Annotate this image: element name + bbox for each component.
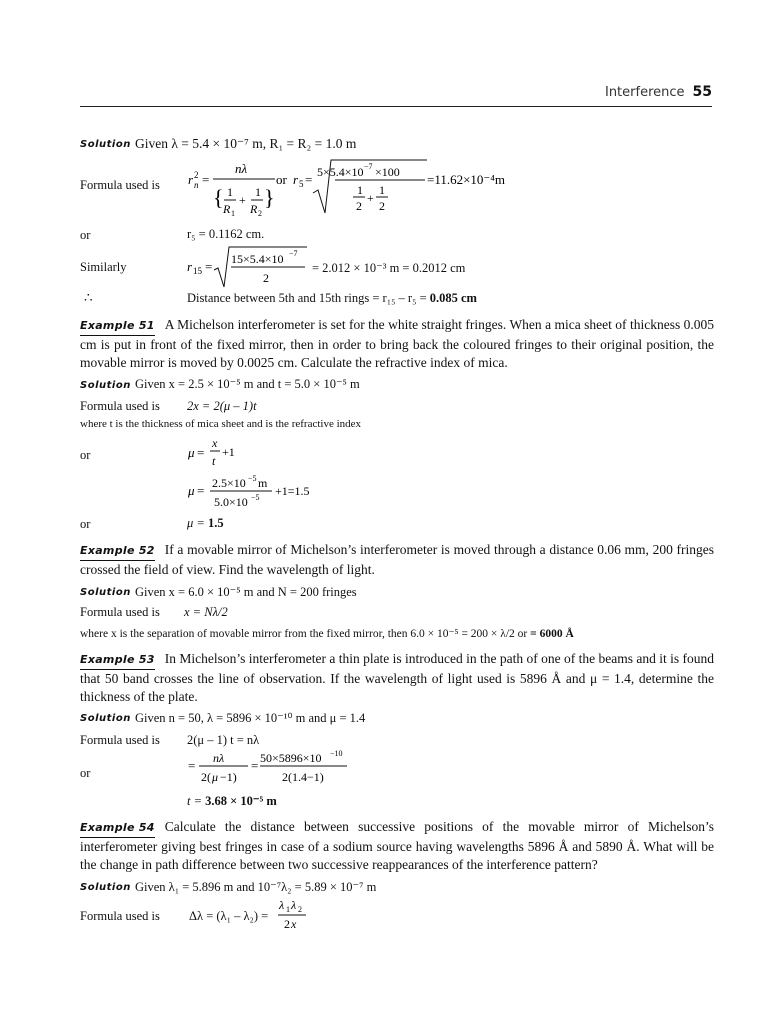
svg-text:+1: +1 <box>222 445 235 459</box>
distance-result: Distance between 5th and 15th rings = r₁₅ – r₅ = 0.085 cm <box>187 291 477 305</box>
r5-value: r₅ = 0.1162 cm. <box>187 227 265 241</box>
svg-text:=: = <box>197 483 205 498</box>
svg-text:=: = <box>251 758 259 773</box>
distance-answer: 0.085 cm <box>429 291 477 305</box>
r15-result: = 2.012 × 10⁻³ m = 0.2012 cm <box>312 261 466 275</box>
solution-label: Solution <box>80 139 131 150</box>
example53-given: Given n = 50, λ = 5896 × 10⁻¹⁰ m and μ = 1.4 <box>135 711 366 725</box>
svg-text:1: 1 <box>357 183 363 197</box>
formula-used-label: Formula used is <box>80 178 160 192</box>
svg-text:+: + <box>367 191 374 205</box>
example52-where: where x is the separation of movable mirror from the fixed mirror, then 6.0 × 10⁻⁵ = 200 × λ/2 or = 6000 Å <box>80 628 574 640</box>
svg-text:+1=1.5: +1=1.5 <box>275 484 310 498</box>
page-number: 55 <box>692 84 712 100</box>
svg-text:=: = <box>205 259 213 274</box>
svg-text:2(1.4−1): 2(1.4−1) <box>282 770 324 784</box>
example53-formula: 2(μ – 1) t = nλ <box>187 733 260 747</box>
solution-label-51: Solution <box>80 380 131 391</box>
svg-text:=: = <box>188 758 196 773</box>
equation-mu <box>183 433 263 471</box>
r5-result: =11.62×10⁻⁴m <box>427 172 505 187</box>
svg-text:−10: −10 <box>330 749 343 758</box>
example53-answer: 3.68 × 10⁻⁵ m <box>205 794 277 808</box>
svg-text:2: 2 <box>258 209 262 218</box>
formula-used-label-51: Formula used is <box>80 399 160 413</box>
svg-text:+: + <box>239 193 246 207</box>
svg-text:λ: λ <box>291 898 297 912</box>
svg-text:r: r <box>293 172 299 187</box>
or-label-4: or <box>80 766 91 780</box>
svg-text:1: 1 <box>379 183 385 197</box>
svg-text:2: 2 <box>284 917 290 931</box>
formula-used-label-53: Formula used is <box>80 733 160 747</box>
svg-text:5×5.4×10: 5×5.4×10 <box>317 165 364 179</box>
svg-text:2(: 2( <box>201 770 211 784</box>
example53-final: t = 3.68 × 10⁻⁵ m <box>187 794 277 808</box>
svg-text:1: 1 <box>286 905 290 914</box>
example54-formula-lhs: Δλ = (λ₁ – λ₂) = <box>189 909 269 923</box>
svg-text:r: r <box>188 172 194 187</box>
header-rule <box>80 106 712 107</box>
svg-text:λ: λ <box>279 898 285 912</box>
svg-text:2: 2 <box>379 199 385 213</box>
svg-text:2.5×10: 2.5×10 <box>212 476 246 490</box>
svg-text:μ: μ <box>212 770 219 784</box>
svg-text:nλ: nλ <box>235 161 248 176</box>
svg-text:−7: −7 <box>364 162 373 171</box>
solution-label-52: Solution <box>80 587 131 598</box>
svg-text:−1): −1) <box>220 770 237 784</box>
formula-used-label-52: Formula used is <box>80 605 160 619</box>
formula-used-label-54: Formula used is <box>80 909 160 923</box>
or-label-2: or <box>80 448 91 462</box>
svg-text:μ: μ <box>188 483 195 498</box>
svg-text:50×5896×10: 50×5896×10 <box>260 751 322 765</box>
equation-r15 <box>183 245 313 289</box>
svg-text:1: 1 <box>255 185 261 199</box>
svg-text:}: } <box>264 185 275 210</box>
svg-text:2: 2 <box>194 170 199 180</box>
example51-formula: 2x = 2(μ – 1)t <box>187 399 257 413</box>
example54-statement: Example 54 Calculate the distance between successive positions of the movable mirror of Michelson’s interferometer giving best fringes in case of a sodium source having wavelengths 5896 Å and 5890 Å. What will be the change in path difference between two successive reappearances of the interference pattern? <box>80 819 714 872</box>
svg-text:15: 15 <box>193 266 202 276</box>
example51-given: Given x = 2.5 × 10⁻⁵ m and t = 5.0 × 10⁻⁵ m <box>135 377 360 391</box>
svg-text:2: 2 <box>298 905 302 914</box>
svg-text:=: = <box>305 172 313 187</box>
similarly-label: Similarly <box>80 260 127 274</box>
svg-text:t: t <box>212 454 216 468</box>
svg-text:5: 5 <box>299 179 304 189</box>
svg-text:−7: −7 <box>289 249 298 258</box>
svg-text:r: r <box>187 259 193 274</box>
example53-label: Example 53 <box>80 651 155 670</box>
equation-r5 <box>183 158 543 226</box>
example52-answer: = 6000 Å <box>530 628 574 640</box>
svg-text:5.0×10: 5.0×10 <box>214 495 248 509</box>
svg-text:1: 1 <box>227 185 233 199</box>
example52-label: Example 52 <box>80 542 155 561</box>
svg-text:1: 1 <box>231 209 235 218</box>
example51-where: where t is the thickness of mica sheet and is the refractive index <box>80 418 362 430</box>
example53-statement: Example 53 In Michelson’s interferometer a thin plate is introduced in the path of one of the beams and it is found that 50 band crosses the line of observation. If the wavelength of light used is 5896 Å and μ = 1.4, determine the thickness of the plate. <box>80 651 714 704</box>
example54-given: Given λ₁ = 5.896 m and 10⁻⁷λ₂ = 5.89 × 10⁻⁷ m <box>135 880 377 894</box>
svg-text:−5: −5 <box>248 475 257 483</box>
solution1-given: Given λ = 5.4 × 10⁻⁷ m, R₁ = R₂ = 1.0 m <box>135 136 357 151</box>
svg-text:2: 2 <box>356 199 362 213</box>
svg-text:R: R <box>250 202 258 216</box>
running-header <box>605 84 712 100</box>
svg-text:or: or <box>276 172 287 187</box>
therefore-symbol: ∴ <box>84 290 93 305</box>
example51-final: μ = 1.5 <box>187 516 224 530</box>
or-label-3: or <box>80 517 91 531</box>
equation-mu-calc <box>183 475 343 511</box>
example54-label: Example 54 <box>80 819 155 838</box>
equation-t <box>183 748 363 788</box>
svg-text:×100: ×100 <box>375 165 400 179</box>
svg-text:2: 2 <box>263 271 269 285</box>
svg-text:=: = <box>202 172 210 187</box>
example52-formula: x = Nλ/2 <box>184 605 228 619</box>
solution-label-53: Solution <box>80 713 131 724</box>
example51-answer: 1.5 <box>207 516 224 530</box>
svg-text:−5: −5 <box>251 493 260 502</box>
svg-text:nλ: nλ <box>213 751 225 765</box>
example52-given: Given x = 6.0 × 10⁻⁵ m and N = 200 fringes <box>135 585 357 599</box>
svg-text:m: m <box>258 476 268 490</box>
or-label-1: or <box>80 228 91 242</box>
solution-label-54: Solution <box>80 882 131 893</box>
example51-statement: Example 51 A Michelson interferometer is set for the white straight fringes. When a mica sheet of thickness 0.005 cm is put in front of the fixed mirror, then in order to bring back the coloured fringes to their original position, the movable mirror is moved by 0.0025 cm. Calculate the refractive index of mica. <box>80 317 714 370</box>
svg-text:=: = <box>197 445 205 460</box>
svg-text:R: R <box>223 202 231 216</box>
svg-text:{: { <box>213 185 224 210</box>
example52-statement: Example 52 If a movable mirror of Michelson’s interferometer is moved through a distance 0.06 mm, 200 fringes crossed the field of view. Find the wavelength of light. <box>80 542 714 577</box>
svg-text:x: x <box>291 917 297 931</box>
svg-text:n: n <box>194 180 199 190</box>
svg-text:x: x <box>212 436 218 450</box>
example51-label: Example 51 <box>80 317 155 336</box>
svg-text:15×5.4×10: 15×5.4×10 <box>231 252 284 266</box>
chapter-title: Interference <box>604 85 685 100</box>
equation-delta-lambda-fraction <box>276 896 312 932</box>
svg-text:μ: μ <box>188 445 195 460</box>
